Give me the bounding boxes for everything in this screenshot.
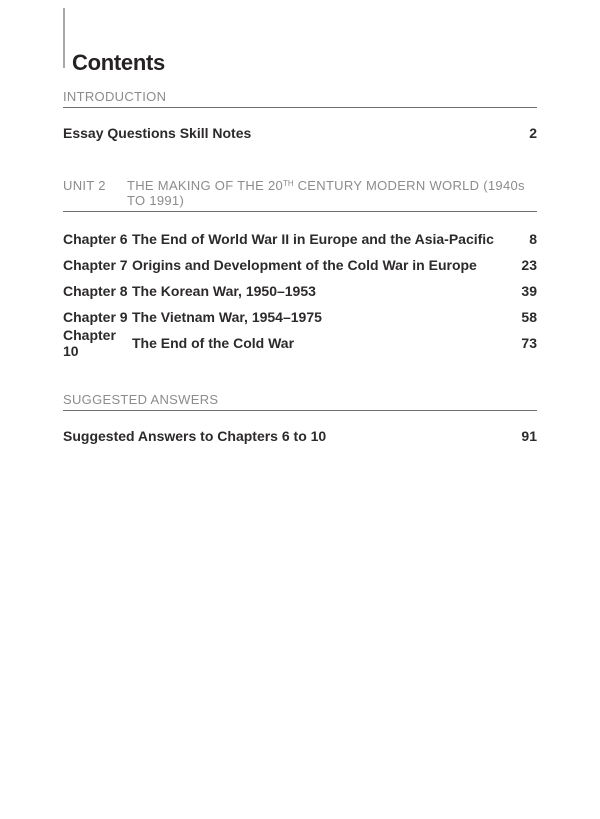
chapter-title: Origins and Development of the Cold War in Europe — [132, 257, 477, 273]
chapter-page-number: 8 — [529, 231, 537, 247]
chapter-page-number: 58 — [521, 309, 537, 325]
chapter-list — [63, 226, 537, 359]
unit-title-superscript: TH — [283, 179, 294, 188]
section-heading-suggested-answers — [63, 392, 537, 411]
chapter-page-number: 73 — [521, 335, 537, 351]
chapter-title: The Vietnam War, 1954–1975 — [132, 309, 322, 325]
chapter-title: The End of the Cold War — [132, 335, 295, 351]
toc-entry-suggested-answers — [63, 423, 537, 449]
chapter-label: Chapter 6 — [63, 231, 128, 247]
unit-title-post: CENTURY MODERN WORLD (1940s TO 1991) — [127, 178, 525, 208]
section-introduction — [63, 89, 537, 146]
chapter-title: The Korean War, 1950–1953 — [132, 283, 316, 299]
page-header — [63, 8, 537, 75]
chapter-label: Chapter 10 — [63, 327, 116, 359]
chapter-title: The End of World War II in Europe and the Asia-Pacific — [132, 231, 494, 247]
toc-entry-chapter-6 — [63, 226, 537, 252]
chapter-page-number: 39 — [521, 283, 537, 299]
unit-label: UNIT 2 — [63, 178, 106, 193]
section-heading-unit-2 — [63, 178, 537, 212]
unit-title — [127, 178, 537, 208]
accent-bar — [63, 8, 65, 68]
chapter-label: Chapter 8 — [63, 283, 128, 299]
entry-title: Suggested Answers to Chapters 6 to 10 — [63, 428, 327, 444]
entry-page-number: 91 — [521, 428, 537, 444]
chapter-page-number: 23 — [521, 257, 537, 273]
section-suggested-answers — [63, 392, 537, 449]
toc-entry-chapter-8 — [63, 278, 537, 304]
section-heading-introduction — [63, 89, 537, 108]
section-unit-2 — [63, 178, 537, 359]
toc-entry-chapter-7 — [63, 252, 537, 278]
entry-title: Essay Questions Skill Notes — [63, 125, 252, 141]
page-title: Contents — [72, 50, 165, 75]
toc-entry-chapter-9 — [63, 304, 537, 330]
unit-title-pre: THE MAKING OF THE 20 — [127, 178, 284, 193]
section-heading-text: SUGGESTED ANSWERS — [63, 392, 219, 407]
chapter-label: Chapter 7 — [63, 257, 128, 273]
entry-page-number: 2 — [529, 125, 537, 141]
toc-entry-essay-questions — [63, 120, 537, 146]
toc-entry-chapter-10 — [63, 327, 537, 359]
chapter-label: Chapter 9 — [63, 309, 128, 325]
section-heading-text: INTRODUCTION — [63, 89, 167, 104]
